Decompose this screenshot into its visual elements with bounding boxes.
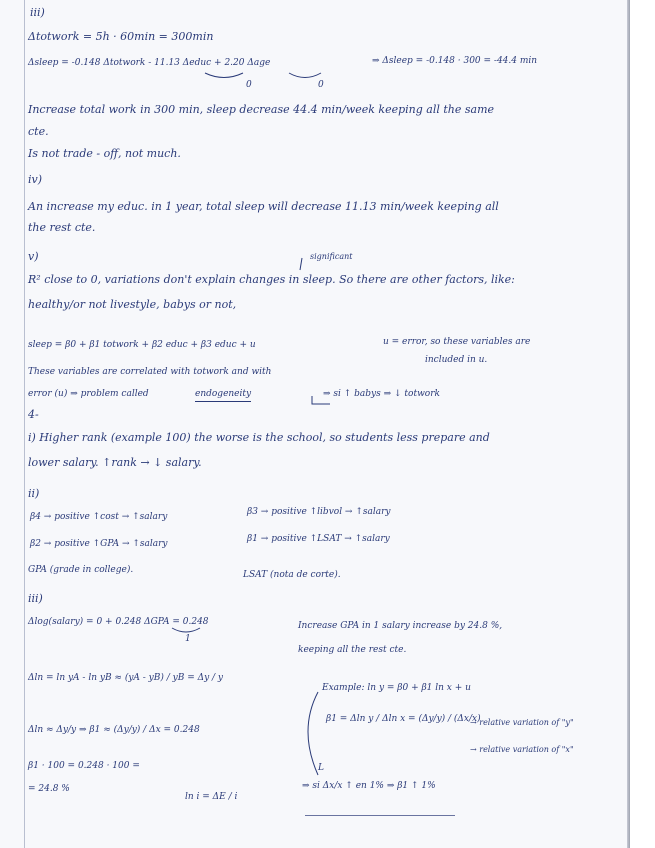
text-line: β4 → positive ↑cost → ↑salary bbox=[30, 512, 168, 522]
annotation: significant bbox=[310, 252, 353, 261]
equation-line: ln i = ΔE / i bbox=[185, 792, 238, 802]
text-line: An increase my educ. in 1 year, total sleep will decrease 11.13 min/week keeping all bbox=[28, 200, 499, 213]
section-heading: iv) bbox=[28, 173, 43, 186]
equation-note: 0 bbox=[318, 80, 324, 90]
example-heading: Example: ln y = β0 + β1 ln x + u bbox=[322, 683, 471, 693]
annotation: u = error, so these variables are bbox=[383, 337, 531, 347]
equation-line: = 24.8 % bbox=[28, 784, 70, 794]
text-line: error (u) ⇒ problem called bbox=[28, 389, 149, 399]
text-line: keeping all the rest cte. bbox=[298, 645, 407, 655]
equation-line: Δln ≈ Δy/y ⇒ β1 ≈ (Δy/y) / Δx = 0.248 bbox=[28, 725, 200, 735]
annotation: L bbox=[318, 763, 324, 773]
equation-line: Δsleep = -0.148 Δtotwork - 11.13 Δeduc + 2.20 Δage bbox=[28, 58, 271, 68]
section-heading: iii) bbox=[30, 6, 45, 19]
text-line: GPA (grade in college). bbox=[28, 565, 134, 575]
equation-note: 1 bbox=[185, 634, 191, 644]
underlined-term: endogeneity bbox=[195, 388, 251, 402]
equation-result: ⇒ Δsleep = -0.148 · 300 = -44.4 min bbox=[372, 56, 538, 66]
text-line: Is not trade - off, not much. bbox=[28, 147, 181, 160]
text-line: β2 → positive ↑GPA → ↑salary bbox=[30, 539, 168, 549]
curved-arrow bbox=[308, 692, 318, 775]
section-heading: iii) bbox=[28, 592, 43, 605]
section-heading: v) bbox=[28, 250, 39, 263]
equation-line: Δtotwork = 5h · 60min = 300min bbox=[28, 30, 214, 43]
underbrace-mark bbox=[205, 73, 243, 78]
equation-line: β1 = Δln y / Δln x = (Δy/y) / (Δx/x) bbox=[326, 714, 481, 724]
text-line: healthy/or not livestyle, babys or not, bbox=[28, 298, 237, 311]
annotation: included in u. bbox=[425, 355, 488, 365]
underbrace-mark bbox=[172, 628, 200, 632]
text-line: β1 → positive ↑LSAT → ↑salary bbox=[247, 534, 390, 544]
equation-note: 0 bbox=[246, 80, 252, 90]
caret-arrow bbox=[300, 258, 302, 270]
equation-line: Δln = ln yA - ln yB ≈ (yA - yB) / yB = Δy / y bbox=[28, 673, 224, 683]
text-line: β3 → positive ↑libvol → ↑salary bbox=[247, 507, 391, 517]
text-line: LSAT (nota de corte). bbox=[243, 570, 341, 580]
underbrace-mark bbox=[289, 73, 321, 78]
text-line: These variables are correlated with totwork and with bbox=[28, 367, 272, 377]
text-line: Increase total work in 300 min, sleep decrease 44.4 min/week keeping all the same bbox=[28, 103, 495, 116]
annotation: → relative variation of "x" bbox=[470, 745, 574, 754]
equation-line: sleep = β0 + β1 totwork + β2 educ + β3 educ + u bbox=[28, 340, 256, 350]
text-line: Increase GPA in 1 salary increase by 24.8 %, bbox=[298, 621, 503, 631]
section-heading: ii) bbox=[28, 487, 40, 500]
text-line: R² close to 0, variations don't explain changes in sleep. So there are other factors, like: bbox=[28, 273, 515, 286]
equation-line: Δlog(salary) = 0 + 0.248 ΔGPA = 0.248 bbox=[28, 617, 209, 627]
annotation: ⇒ si ↑ babys ⇒ ↓ totwork bbox=[323, 389, 440, 399]
text-line: the rest cte. bbox=[28, 221, 96, 234]
text-line: i) Higher rank (example 100) the worse is the school, so students less prepare and bbox=[28, 431, 490, 444]
section-heading: 4- bbox=[28, 408, 39, 421]
annotation: → relative variation of "y" bbox=[470, 718, 574, 727]
text-line: lower salary. ↑rank → ↓ salary. bbox=[28, 456, 202, 469]
equation-line: ⇒ si Δx/x ↑ en 1% ⇒ β1 ↑ 1% bbox=[302, 781, 436, 791]
connector-arrow bbox=[312, 396, 330, 404]
equation-line: β1 · 100 = 0.248 · 100 = bbox=[28, 761, 140, 771]
text-line: cte. bbox=[28, 125, 49, 138]
